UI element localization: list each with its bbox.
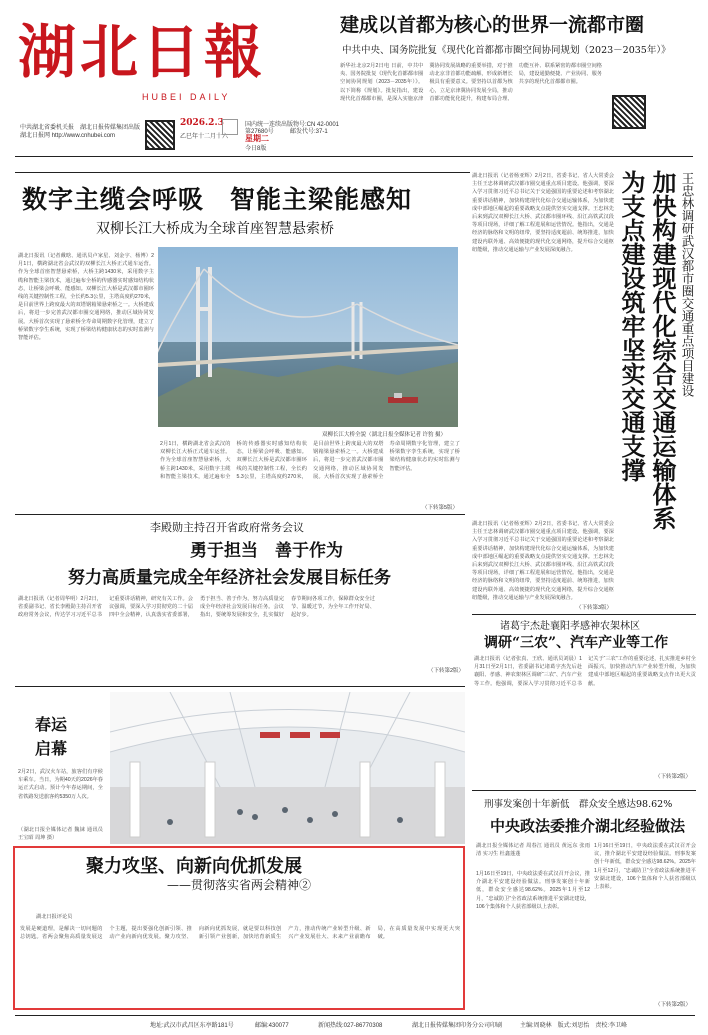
law-kicker: 刑事发案创十年新低 群众安全感达98.62%	[484, 799, 673, 810]
lead-story-continued: （下转第5版）	[422, 505, 459, 511]
agri-headline: 调研“三农”、汽车产业等工作	[484, 635, 669, 651]
divider	[15, 1015, 695, 1016]
qr-small-icon	[222, 119, 238, 135]
masthead-english: HUBEI DAILY	[142, 92, 231, 102]
footer-address: 地址:武汉市武昌区东亭路181号	[150, 1023, 234, 1029]
masthead-org: 中共湖北省委机关报 湖北日报传媒集团出版	[20, 125, 141, 131]
spring-credit: （湖北日报全媒体记者 魏铼 通讯员 王宝昭 周坤 摄）	[18, 827, 103, 842]
council-continued: （下转第2版）	[428, 668, 465, 674]
qr-code-icon	[612, 95, 646, 129]
footer-printer: 湖北日报传媒集团印务分公司印刷	[412, 1023, 503, 1029]
divider	[15, 156, 693, 157]
masthead-logo: 湖北日報	[18, 18, 267, 86]
law-headline: 中央政法委推介湖北经验做法	[490, 817, 686, 835]
commentary-byline: 湖北日报评论员	[36, 914, 73, 920]
lunar-date: 乙巳年十二月十六	[180, 134, 229, 140]
weekday: 星期二	[245, 133, 269, 143]
side-story-body: 湖北日报讯（记者杨亚辉）2月2日，省委书记、省人大常委会主任王忠林调研武汉都市圈交通重点项目建设。他强调，要深入学习贯彻习近平总书记关于交通强国的重要论述和考察湖北重要讲话精神，加快构建现代化综合交通运输体系，为加快建成中部地区崛起的重要战略支点提供坚实交通支撑。王忠林先后来到武汉双柳长江大桥、武汉都市圈环线、沿江高铁武汉段等项目现场，详细了解工程进展和运营情况。他指出，交通是经济的脉络和文明的纽带，要坚持适度超前、统筹推进，加快建设内联外通、高效便捷的现代化交通网络，提升综合交通枢纽能级，推动交通运输与产业发展深度融合。	[472, 173, 614, 253]
side-story-continued: （下转第3版）	[576, 605, 613, 611]
lead-story-body	[18, 252, 154, 498]
masthead-web[interactable]: 湖北日报网 http://www.cnhubei.com	[20, 133, 116, 139]
commentary-subhead: ——贯彻落实省两会精神②	[167, 878, 312, 892]
divider	[472, 790, 696, 791]
side-story-headline: 加快构建现代化综合交通运输体系为支点建设筑牢坚实交通支撑	[617, 170, 677, 530]
divider	[15, 514, 465, 515]
lead-story-text: 2月1日，横跨湖北省会武汉的双柳长江大桥正式通车运营。作为全球首座智慧悬索桥，大桥主跨1430米，采用数字主缆和智能主梁技术，通过遍布全桥的传感器实时感知结构状态，让桥梁会呼吸、能感知。双柳长江大桥是武汉都市圈环线的关键控制性工程，全长约5.3公里，主塔高度约270米，是目前世界上跨度最大的双塔钢箱梁悬索桥之一。大桥建成后，将进一步完善武汉都市圈交通网络，推动区域协同发展。大桥首次实现了悬索桥全寿命周期数字化管理，建立了桥梁数字孪生系统，实现了桥梁结构健康状态的实时监测与智能评估。	[18, 253, 154, 342]
side-story-kicker: 王忠林调研武汉都市圈交通重点项目建设	[680, 172, 695, 397]
top-story-body-cont	[612, 62, 696, 90]
spring-title-1: 春运	[35, 715, 68, 734]
commentary-body: 发展是硬道理，是解决一切问题的总钥匙。省两会聚焦高质量发展这个主题，提出要强化创新引领、推动产业向新向优发展。聚力攻坚、向新向优抓发展，就是要以科技创新引领产业创新，加快培育新质生产力，推动传统产业转型升级、新兴产业发展壮大、未来产业前瞻布局，在高质量发展中实现更大突破。	[20, 926, 460, 941]
law-continued: （下转第2版）	[655, 1002, 692, 1008]
lead-story-headline: 数字主缆会呼吸 智能主梁能感知	[22, 185, 413, 214]
law-body: 1月16日至19日，中央政法委在武汉召开会议，推介湖北平安建设经验做法。刑事发案创十年新低，群众安全感达98.62%。2025年1月至12月，“忠诚防卫”全省政法系统推进平安湖北建设，106个集体和个人获省部级以上表彰。	[476, 871, 590, 910]
lead-story-subhead: 双柳长江大桥成为全球首座智慧悬索桥	[96, 221, 334, 237]
law-body-cont: 1月16日至19日，中央政法委在武汉召开会议，推介湖北平安建设经验做法。刑事发案创十年新低，群众安全感达98.62%。2025年1月至12月，“忠诚防卫”全省政法系统推进平安湖北建设，106个集体和个人获省部级以上表彰。	[594, 843, 696, 891]
top-story-body: 新华社北京2月2日电 日前，中共中央、国务院批复《现代化首都都市圈空间协同规划（2023－2035年）》。以下简称《规划》。批复指出，建设现代化首都都市圈，是深入实施京津冀协同发展战略的重要举措，对于推动北京非首都功能疏解，形成新增长极具有重要意义。要坚持以首都为核心，立足京津冀协同发展全局，推动首都功能优化提升，构建布局合理、功能互补、联系紧密的都市圈空间格局，建设通勤便捷、产业协同、服务共享的现代化首都都市圈。	[340, 63, 602, 102]
council-headline-2: 努力高质量完成全年经济社会发展目标任务	[68, 568, 391, 588]
train-station-photo	[110, 692, 465, 844]
side-story-body-cont: 湖北日报讯（记者杨亚辉）2月2日，省委书记、省人大常委会主任王忠林调研武汉都市圈交通重点项目建设。他强调，要深入学习贯彻习近平总书记关于交通强国的重要论述和考察湖北重要讲话精神，加快构建现代化综合交通运输体系，为加快建成中部地区崛起的重要战略支点提供坚实交通支撑。王忠林先后来到武汉双柳长江大桥、武汉都市圈环线、沿江高铁武汉段等项目现场，详细了解工程进展和运营情况。他指出，交通是经济的脉络和文明的纽带，要坚持适度超前、统筹推进，加快建设内联外通、高效便捷的现代化交通网络，提升综合交通枢纽能级，推动交通运输与产业发展深度融合。	[472, 521, 614, 601]
lead-story-body-cont: 2月1日，横跨湖北省会武汉的双柳长江大桥正式通车运营。作为全球首座智慧悬索桥，大桥主跨1430米，采用数字主缆和智能主梁技术，通过遍布全桥的传感器实时感知结构状态，让桥梁会呼吸、能感知。双柳长江大桥是武汉都市圈环线的关键控制性工程，全长约5.3公里，主塔高度约270米，是目前世界上跨度最大的双塔钢箱梁悬索桥之一。大桥建成后，将进一步完善武汉都市圈交通网络，推动区域协同发展。大桥首次实现了悬索桥全寿命周期数字化管理，建立了桥梁数字孪生系统，实现了桥梁结构健康状态的实时监测与智能评估。	[160, 441, 460, 480]
issue-number: 第27680号	[245, 129, 274, 135]
agri-continued: （下转第2版）	[655, 774, 692, 780]
top-story-headline: 建成以首都为核心的世界一流都市圈	[340, 14, 645, 36]
council-body: 湖北日报讯（记者周华明）2月2日，省委副书记、省长李殿勋主持召开省政府常务会议，传达学习习近平总书记重要讲话精神，研究有关工作。会议强调，要深入学习贯彻党的二十届四中全会精神，认真落实省委部署，勇于担当、善于作为，努力高质量完成全年经济社会发展目标任务。会议指出，要统筹发展和安全，扎实做好春节期间各项工作，保障群众安全过节、温暖过节，为全年工作开好局、起好步。	[18, 596, 375, 619]
law-byline: 湖北日报全媒体记者 周春江 通讯员 黄远东 张雨清 实习生 杜鑫蓬蓬	[476, 843, 590, 858]
top-story-subhead: 中共中央、国务院批复《现代化首都都市圈空间协同规划（2023－2035年）》	[342, 45, 671, 56]
divider	[15, 686, 465, 687]
agri-body: 湖北日报讯（记者张真、王欣、通讯员刘晨）1月31日至2月1日，省委副书记诸葛宇杰先后赴襄阳、孝感、神农架林区调研“三农”、汽车产业等工作。他强调，要深入学习贯彻习近平总书记关于“三农”工作的重要论述，扎实推进乡村全面振兴，加快推动汽车产业转型升级，为加快建成中部地区崛起的重要战略支点作出更大贡献。	[474, 656, 696, 687]
photo-caption: 双柳长江大桥全貌（湖北日报全媒体记者 许豹 摄）	[322, 432, 447, 438]
footer-editor: 主编:周晓林 版式:刘思怡 责校:李卫峰	[520, 1023, 628, 1029]
page-count: 今日8版	[245, 146, 267, 152]
bridge-photo	[158, 247, 458, 427]
agri-kicker: 诸葛宇杰赴襄阳孝感神农架林区	[500, 621, 640, 632]
cn-number: 国内统一连续出版物号:CN 42-0001	[245, 122, 340, 128]
postal-code: 邮发代号:37-1	[290, 129, 328, 135]
footer-phone: 新闻热线:027-86770308	[318, 1023, 383, 1029]
divider	[472, 614, 696, 615]
divider	[15, 172, 470, 173]
qr-label	[650, 95, 658, 135]
council-headline-1: 勇于担当 善于作为	[190, 541, 343, 561]
council-kicker: 李殿勋主持召开省政府常务会议	[150, 521, 304, 534]
spring-body: 2月2日，武汉火车站，旅客们有序候车乘车。当日，为期40天的2026年春运正式启动。预计今年春运期间，全省铁路发送旅客约5350万人次。	[18, 769, 103, 800]
qr-code-icon	[145, 120, 175, 150]
commentary-headline: 聚力攻坚、向新向优抓发展	[86, 856, 302, 877]
lead-story-byline: 湖北日报讯（记者戴晗、通讯员卢家星、刘金宇、杨博）	[18, 253, 152, 259]
spring-title-2: 启幕	[35, 739, 68, 758]
footer-zip: 邮编:430077	[255, 1023, 289, 1029]
issue-date: 2026.2.3	[180, 118, 224, 128]
